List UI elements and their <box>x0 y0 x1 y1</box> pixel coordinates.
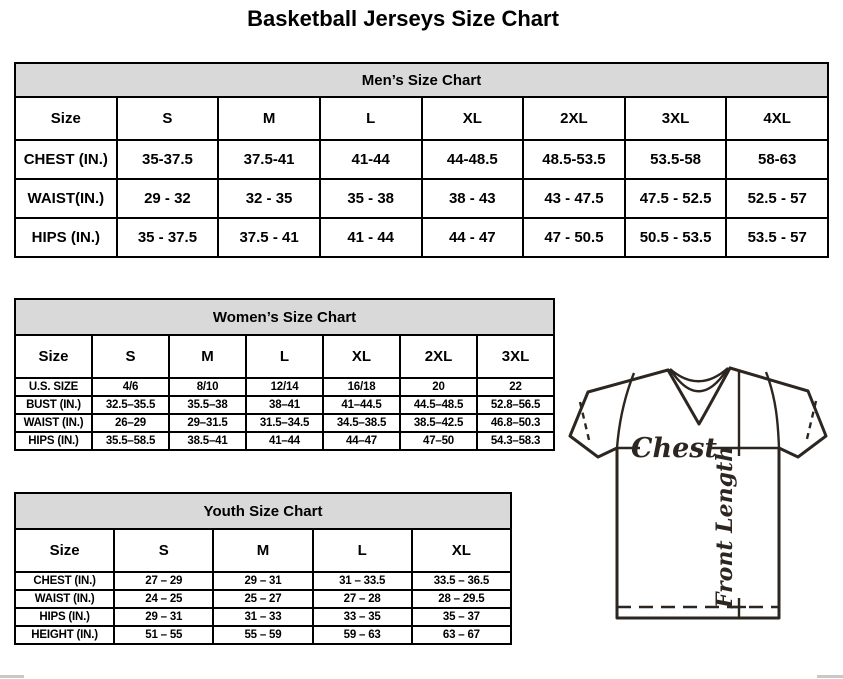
mens-data-row-1 <box>15 179 828 218</box>
youth-chart-title: Youth Size Chart <box>15 493 511 529</box>
mens-row-label: CHEST (IN.) <box>15 140 117 179</box>
mens-size-col-4xl: 4XL <box>726 97 828 140</box>
youth-value-cell: 28 – 29.5 <box>412 590 511 608</box>
womens-value-cell: 41–44 <box>246 432 323 450</box>
womens-row-label: HIPS (IN.) <box>15 432 92 450</box>
mens-value-cell: 52.5 - 57 <box>726 179 828 218</box>
youth-size-col-l: L <box>313 529 412 572</box>
youth-value-cell: 31 – 33 <box>213 608 312 626</box>
youth-size-header-row <box>15 529 511 572</box>
mens-value-cell: 35 - 38 <box>320 179 422 218</box>
youth-row-label: HIPS (IN.) <box>15 608 114 626</box>
womens-value-cell: 16/18 <box>323 378 400 396</box>
mens-data-row-2 <box>15 218 828 257</box>
youth-value-cell: 29 – 31 <box>213 572 312 590</box>
mens-chart-title: Men’s Size Chart <box>15 63 828 97</box>
youth-value-cell: 35 – 37 <box>412 608 511 626</box>
youth-value-cell: 25 – 27 <box>213 590 312 608</box>
youth-size-label: Size <box>15 529 114 572</box>
youth-row-label: WAIST (IN.) <box>15 590 114 608</box>
mens-value-cell: 41 - 44 <box>320 218 422 257</box>
womens-size-col-3xl: 3XL <box>477 335 554 378</box>
youth-row-label: HEIGHT (IN.) <box>15 626 114 644</box>
womens-value-cell: 20 <box>400 378 477 396</box>
youth-title-row <box>15 493 511 529</box>
youth-value-cell: 24 – 25 <box>114 590 213 608</box>
womens-value-cell: 29–31.5 <box>169 414 246 432</box>
womens-value-cell: 8/10 <box>169 378 246 396</box>
womens-value-cell: 54.3–58.3 <box>477 432 554 450</box>
womens-value-cell: 32.5–35.5 <box>92 396 169 414</box>
womens-chart-title: Women’s Size Chart <box>15 299 554 335</box>
youth-size-chart-table <box>14 492 512 645</box>
jersey-measurement-diagram <box>558 360 842 626</box>
mens-size-label: Size <box>15 97 117 140</box>
youth-size-col-m: M <box>213 529 312 572</box>
womens-value-cell: 35.5–58.5 <box>92 432 169 450</box>
womens-value-cell: 34.5–38.5 <box>323 414 400 432</box>
womens-value-cell: 26–29 <box>92 414 169 432</box>
mens-size-col-l: L <box>320 97 422 140</box>
youth-value-cell: 33.5 – 36.5 <box>412 572 511 590</box>
womens-value-cell: 52.8–56.5 <box>477 396 554 414</box>
scrollbar-fragment-right <box>817 675 843 678</box>
youth-value-cell: 27 – 28 <box>313 590 412 608</box>
womens-value-cell: 38.5–41 <box>169 432 246 450</box>
womens-row-label: WAIST (IN.) <box>15 414 92 432</box>
womens-size-header-row <box>15 335 554 378</box>
youth-value-cell: 59 – 63 <box>313 626 412 644</box>
mens-row-label: WAIST(IN.) <box>15 179 117 218</box>
mens-value-cell: 35 - 37.5 <box>117 218 219 257</box>
youth-value-cell: 27 – 29 <box>114 572 213 590</box>
youth-size-col-s: S <box>114 529 213 572</box>
mens-size-col-s: S <box>117 97 219 140</box>
mens-value-cell: 53.5 - 57 <box>726 218 828 257</box>
mens-value-cell: 41-44 <box>320 140 422 179</box>
womens-size-col-l: L <box>246 335 323 378</box>
youth-size-col-xl: XL <box>412 529 511 572</box>
womens-value-cell: 46.8–50.3 <box>477 414 554 432</box>
womens-data-row-1 <box>15 396 554 414</box>
mens-value-cell: 38 - 43 <box>422 179 524 218</box>
youth-data-row-0 <box>15 572 511 590</box>
womens-value-cell: 38.5–42.5 <box>400 414 477 432</box>
youth-value-cell: 55 – 59 <box>213 626 312 644</box>
womens-title-row <box>15 299 554 335</box>
womens-size-col-s: S <box>92 335 169 378</box>
mens-size-col-3xl: 3XL <box>625 97 727 140</box>
womens-value-cell: 41–44.5 <box>323 396 400 414</box>
mens-value-cell: 32 - 35 <box>218 179 320 218</box>
mens-size-col-m: M <box>218 97 320 140</box>
mens-value-cell: 37.5-41 <box>218 140 320 179</box>
youth-data-row-3 <box>15 626 511 644</box>
womens-size-col-m: M <box>169 335 246 378</box>
mens-size-col-xl: XL <box>422 97 524 140</box>
mens-value-cell: 43 - 47.5 <box>523 179 625 218</box>
youth-value-cell: 31 – 33.5 <box>313 572 412 590</box>
womens-value-cell: 38–41 <box>246 396 323 414</box>
youth-value-cell: 63 – 67 <box>412 626 511 644</box>
scrollbar-fragment-left <box>0 675 24 678</box>
youth-value-cell: 51 – 55 <box>114 626 213 644</box>
womens-value-cell: 44.5–48.5 <box>400 396 477 414</box>
mens-row-label: HIPS (IN.) <box>15 218 117 257</box>
womens-size-col-xl: XL <box>323 335 400 378</box>
jersey-diagram-svg <box>558 360 842 626</box>
page-title: Basketball Jerseys Size Chart <box>247 6 559 31</box>
womens-row-label: BUST (IN.) <box>15 396 92 414</box>
mens-value-cell: 53.5-58 <box>625 140 727 179</box>
mens-value-cell: 47 - 50.5 <box>523 218 625 257</box>
mens-title-row <box>15 63 828 97</box>
mens-value-cell: 44-48.5 <box>422 140 524 179</box>
chest-label: Chest <box>631 433 717 464</box>
youth-data-row-1 <box>15 590 511 608</box>
youth-row-label: CHEST (IN.) <box>15 572 114 590</box>
womens-value-cell: 12/14 <box>246 378 323 396</box>
womens-value-cell: 44–47 <box>323 432 400 450</box>
mens-size-chart-table <box>14 62 829 258</box>
youth-value-cell: 29 – 31 <box>114 608 213 626</box>
mens-value-cell: 47.5 - 52.5 <box>625 179 727 218</box>
womens-size-label: Size <box>15 335 92 378</box>
womens-data-row-2 <box>15 414 554 432</box>
womens-data-row-0 <box>15 378 554 396</box>
womens-size-chart-table <box>14 298 555 451</box>
womens-value-cell: 22 <box>477 378 554 396</box>
jersey-outline <box>570 368 826 618</box>
mens-value-cell: 29 - 32 <box>117 179 219 218</box>
mens-size-header-row <box>15 97 828 140</box>
mens-size-col-2xl: 2XL <box>523 97 625 140</box>
front-length-label: Front Length <box>712 445 738 609</box>
womens-row-label: U.S. SIZE <box>15 378 92 396</box>
mens-value-cell: 37.5 - 41 <box>218 218 320 257</box>
womens-value-cell: 35.5–38 <box>169 396 246 414</box>
mens-value-cell: 35-37.5 <box>117 140 219 179</box>
womens-value-cell: 47–50 <box>400 432 477 450</box>
womens-value-cell: 31.5–34.5 <box>246 414 323 432</box>
womens-value-cell: 4/6 <box>92 378 169 396</box>
womens-size-col-2xl: 2XL <box>400 335 477 378</box>
womens-data-row-3 <box>15 432 554 450</box>
mens-data-row-0 <box>15 140 828 179</box>
mens-value-cell: 44 - 47 <box>422 218 524 257</box>
mens-value-cell: 48.5-53.5 <box>523 140 625 179</box>
youth-data-row-2 <box>15 608 511 626</box>
mens-value-cell: 58-63 <box>726 140 828 179</box>
youth-value-cell: 33 – 35 <box>313 608 412 626</box>
mens-value-cell: 50.5 - 53.5 <box>625 218 727 257</box>
